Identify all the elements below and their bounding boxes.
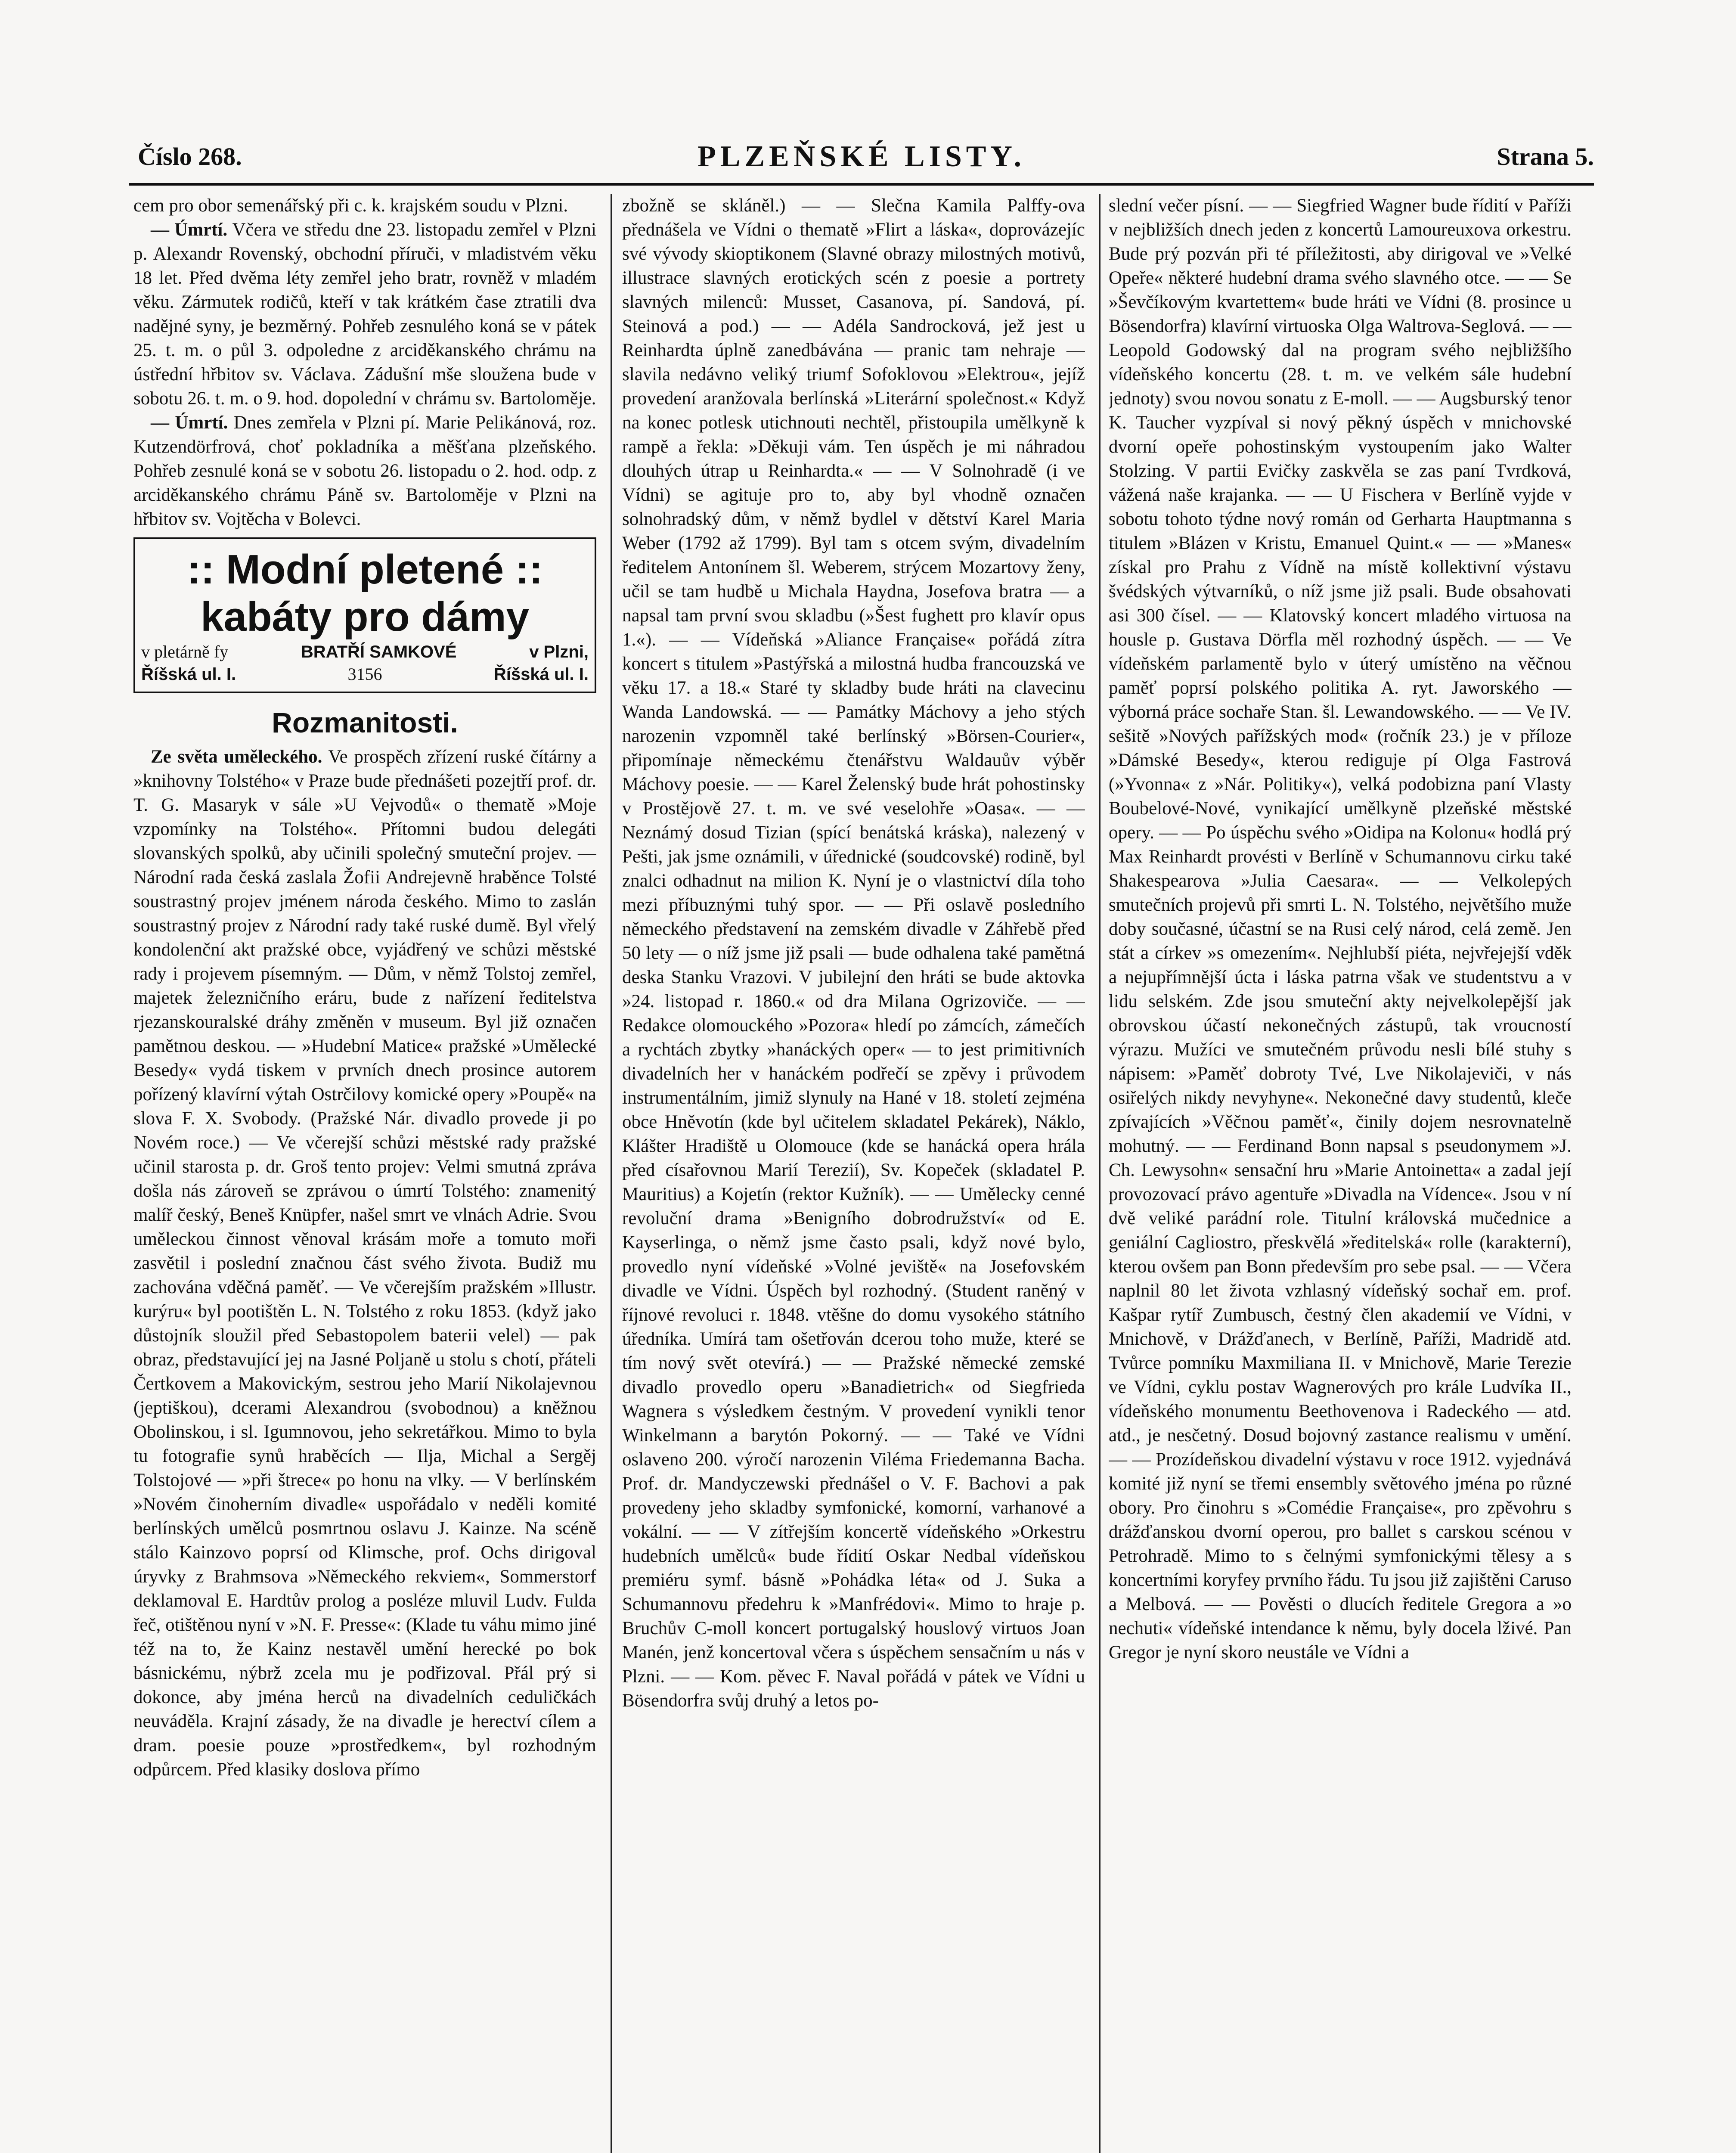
column-1	[133, 194, 596, 2153]
ad-text: v pletárně fy	[141, 642, 229, 661]
article-continued	[1109, 194, 1572, 1665]
newspaper-title: PLZEŇSKÉ LISTY.	[697, 140, 1026, 173]
notice-label: — Úmrtí.	[151, 220, 228, 240]
death-notice	[133, 218, 596, 411]
column-2	[622, 194, 1085, 2153]
column-3	[1109, 194, 1572, 2153]
page-number: Strana 5.	[1497, 143, 1594, 171]
article-text: Ve prospěch zřízení ruské čítárny a »knihovny Tolstého« v Praze bude přednášeti pozejtří prof. dr. T. G. Masaryk v sále »U Vejvodů« o thematě »Moje vzpomínky na Tolstého«. Přítomni budou delegáti slovanských spolků, aby učinili společný smuteční projev. — Národní rada česká zaslala Žofii Andrejevně hraběnce Tolsté soustrastný projev jménem národa českého. Mimo to zaslán soustrastný projev z Národní rady také ruské dumě. Byl vřelý kondolenční akt pražské obce, vyjádřený ve schůzi městské rady i projevem písemným. — Dům, v němž Tolstoj zemřel, majetek železničního eráru, bude z nařízení ředitelstva rjezanskouralské dráhy změněn v museum. Byl již označen pamětnou deskou. — »Hudební Matice« pražské »Umělecké Besedy« vydá tiskem v prvních dnech prosince autorem pořízený klavírní výtah Ostrčilovy komické opery »Poupě« na slova F. X. Svobody. (Pražské Nár. divadlo provede ji po Novém roce.) — Ve včerejší schůzi městské rady pražské učinil starosta p. dr. Groš tento projev: Velmi smutná zpráva došla nás zároveň se zprávou o úmrtí Tolstého: znamenitý malíř český, Beneš Knüpfer, našel smrt ve vlnách Adrie. Svou uměleckou činnost věnoval krásám moře a tomuto moři zasvětil i poslední značnou část svého života. Budiž mu zachována vděčná paměť. — Ve včerejším pražském »Illustr. kurýru« byl pootištěn L. N. Tolstého z roku 1853. (když jako důstojník sloužil před Sebastopolem baterii velel) — pak obraz, představující jej na Jasné Poljaně u stolu s chotí, přáteli Čertkovem a Makovickým, sestrou jeho Marií Nikolajevnou (jeptiškou), dcerami Alexandrou (svobodnou) a kněžnou Obolinskou, i sl. Igumnovou, jeho sekretářkou. Mimo to byla tu fotografie synů hraběcích — Ilja, Michal a Sergěj Tolstojové — »při štrece« po honu na vlky. — V berlínském »Novém činoherním divadle« uspořádalo v neděli komité berlínských umělců posmrtnou oslavu J. Kainze. Na scéně stálo Kainzovo poprsí od Klimsche, prof. Ochs dirigoval úryvky z Brahmsova »Německého rekviem«, Sommerstorf deklamoval E. Hardtův prolog a posléze mluvil Ludv. Fulda řeč, otištěnou nyní v »N. F. Presse«: (Klade tu váhu mimo jiné též na to, že Kainz nestavěl umění herecké po bok básnickému, nýbrž zcela mu je podřizoval. Přál prý si dokonce, aby jména herců na divadelních ceduličkách neuváděla. Krajní zásady, že na divadle je herectví cílem a dram. poesie pouze »prostředkem«, byl rozhodným odpůrcem. Před klasiky doslova přímo	[133, 747, 596, 1780]
ad-city: v Plzni,	[529, 642, 589, 661]
column-divider	[611, 194, 612, 2153]
article-text: slední večer písní. — — Siegfried Wagner bude řídití v Paříži v nejbližších dnech jeden z koncertů Lamoureuxova orkestru. Bude prý pozván při té příležitosti, aby dirigoval ve »Velké Opeře« některé hudební drama svého slavného otce. — — Se »Ševčíkovým kvartettem« bude hráti ve Vídni (8. prosince u Bösendorfra) klavírní virtuoska Olga Waltrova-Seglová. — — Leopold Godowský dal na program svého nejbližšího vídeňského koncertu (28. t. m. ve velkém sále hudební jednoty) svou novou sonatu z E-moll. — — Augsburský tenor K. Taucher vyzpíval si nový pěkný úspěch v mnichovské dvorní opeře pohostinským vystoupením jako Walter Stolzing. V partii Evičky zaskvěla se zas paní Tvrdková, vážená naše krajanka. — — U Fischera v Berlíně vyjde v sobotu tohoto týdne nový román od Gerharta Hauptmanna s titulem »Blázen v Kristu, Emanuel Quint.« — — »Manes« získal pro Prahu z Vídně na místě kollektivní výstavu švédských výtvarníků, o níž jsme již psali. Bude obsahovati asi 300 čísel. — — Klatovský koncert mladého virtuosa na housle p. Gustava Dörfla měl rozhodný úspěch. — — Ve vídeňském parlamentě bylo v úterý umístěno na věčnou paměť poprsí polského politika A. ryt. Jaworského — výborná práce sochaře Stan. šl. Lewandowského. — — Ve IV. sešitě »Nových pařížských mod« (ročník 23.) je v příloze »Dámské Besedy«, kterou rediguje pí Olga Fastrová (»Yvonna« z »Nár. Politiky«), velká podobizna paní Vlasty Boubelové-Nové, vynikající umělkyně plzeňské městské opery. — — Po úspěchu svého »Oidipa na Kolonu« hodlá prý Max Reinhardt provésti v Berlíně v Schumannovu cirku také Shakespearova »Julia Caesara«. — — Velkolepých smutečních projevů při smrti L. N. Tolstého, největšího muže doby současné, účastní se na Rusi celý národ, celá země. Jen stát a církev »s omezením«. Nejhlubší piéta, nejvřejejší vděk a nejupřímnější úcta i láska patrna však ve studentstvu a v lidu selském. Zde jsou smuteční akty nejvelkolepější jak obrovskou účastí nekonečných zástupů, tak vroucností výrazu. Mužíci ve smutečném průvodu nesli bílé stuhy s nápisem: »Paměť dobroty Tvé, Lve Nikolajeviči, v nás osiřelých nikdy nevyhyne«. Nekonečné davy studentů, kleče zpívajících »Věčnou paměť«, činily dojem nesrovnatelně mohutný. — — Ferdinand Bonn napsal s pseudonymem »J. Ch. Lewysohn« sensační hru »Marie Antoinetta« a zadal její provozovací právo agentuře »Divadla na Vídence«. Jsou v ní dvě veliké parádní role. Titulní královská mučednice a geniální Cagliostro, přeskvělá »ředitelská« rolle (karakterní), kterou ovšem pan Bonn především pro sebe psal. — — Včera naplnil 80 let života vzhlasný vídeňský sochař em. prof. Kašpar rytíř Zumbusch, čestný člen akademií ve Vídni, v Mnichově, v Drážďanech, v Berlíně, Paříži, Madridě atd. Tvůrce pomníku Maxmiliana II. v Mnichově, Marie Terezie ve Vídni, cyklu postav Wagnerových pro krále Ludvíka II., vídeňského monumentu Beethovenova i Radeckého — atd. atd., je nesčetný. Dosud bojovný zastance realismu v umění. — — Prozídeňskou divadelní výstavu v roce 1912. vyjednává komité již nyní se třemi ensembly světového jména po různé obory. Pro činohru s »Comédie Française«, pro zpěvohru s drážďanskou dvorní operou, pro ballet s carskou scénou v Petrohradě. Mimo to s čelnými symfonickými tělesy a s koncertními koryfey prvního řádu. Tu jsou již zajištěni Caruso a Melbová. — — Pověsti o dlucích ředitele Gregora a »o nechuti« vídeňské intendance k němu, byly docela lživé. Pan Gregor je nyní skoro neustále ve Vídni a	[1109, 195, 1572, 1663]
advertisement	[133, 537, 596, 693]
ad-headline: :: Modní pletené ::	[187, 546, 543, 593]
article-text: zbožně se skláněl.) — — Slečna Kamila Palffy-ova přednášela ve Vídni o thematě »Flirt a láska«, doprovázejíc své vývody skioptikonem (Slavné obrazy milostných motivů, illustrace slavných erotických scén z poesie a portrety slavných milenců: Musset, Casanova, pí. Sandová, pí. Steinová a pod.) — — Adéla Sandrocková, jež jest u Reinhardta úplně zanedbávána — pranic tam nehraje — slavila nedávno veliký triumf Sofoklovou »Elektrou«, jejíž provedení aranžovala berlínská »Literární společnost.« Když na konec potlesk utichnouti nechtěl, přistoupila umělkyně k rampě a řekla: »Děkuji vám. Ten úspěch je mi náhradou dlouhých útrap u Reinhardta.« — — V Solnohradě (i ve Vídni) se agituje pro to, aby byl vhodně označen solnohradský dům, v němž bydlel v dětství Karel Maria Weber (1792 až 1799). Byl tam s otcem svým, divadelním ředitelem Antonínem šl. Weberem, strýcem Mozartovy ženy, učil se tam hudbě u Michala Haydna, Josefova bratra — a napsal tam první svou skladbu (»Šest fughett pro klavír opus 1.«). — — Vídeňská »Aliance Française« pořádá zítra koncert s titulem »Pastýřská a milostná hudba francouzská ve věku 17. a 18.« Staré ty skladby bude hráti na clavecinu Wanda Landowská. — — Památky Máchovy a jeho stých narozenin vzpomněl také berlínský »Börsen-Courier«, připomínaje německému čtenářstvu Waldauův výběr Máchovy poesie. — — Karel Želenský bude hrát pohostinsky v Prostějově 27. t. m. ve své veselohře »Oasa«. — — Neznámý dosud Tizian (spící benátská kráska), nalezený v Pešti, jak jsme oznámili, v úřednické (soudcovské) rodině, byl znalci odhadnut na milion K. Nyní je o vlastnictví díla toho mezi příbuznými tuhý spor. — — Při oslavě posledního německého představení na zemském divadle v Záhřebě před 50 lety — o níž jsme již psali — bude odhalena také pamětná deska Stanku Vrazovi. V jubilejní den hráti se bude aktovka »24. listopad r. 1860.« od dra Milana Ogrizoviče. — — Redakce olomouckého »Pozora« hledí po zámcích, zámečích a rychtách zbytky »hanáckých oper« — to jest primitivních divadelních her v hanáckém podřečí se zpěvy i průvodem instrumentálním, jimiž slynuly na Hané v 18. století zejména obce Hněvotín (kde byl učitelem skladatel Pekárek), Náklo, Klášter Hradiště u Olomouce (kde se hanácká opera hrála před císařovnou Marií Terezií), Sv. Kopeček (skladatel P. Mauritius) a Kojetín (rektor Kužník). — — Umělecky cenné revoluční drama »Benigního dobrodružství« od E. Kayserlinga, o němž jsme často psali, když nové bylo, provedlo nyní vídeňské »Volné jeviště« na Josefovském divadle ve Vídni. Úspěch byl rozhodný. (Student raněný v říjnové revoluci r. 1848. vtěšne do domu vysokého státního úředníka. Umírá tam ošetřován dcerou toho muže, které se tím nový svět otevírá.) — — Pražské německé zemské divadlo provedlo operu »Banadietrich« od Siegfrieda Wagnera s výsledkem čestným. V provedení vynikli tenor Winkelmann a barytón Pokorný. — — Také ve Vídni oslaveno 200. výročí narozenin Viléma Friedemanna Bacha. Prof. dr. Mandyczewski přednášel o V. F. Bachovi a pak provedeny jeho skladby symfonické, komorní, varhanové a vokální. — — V zítřejším koncertě vídeňského »Orkestru hudebních umělců« bude řídití Oskar Nedbal vídeňskou premiéru symf. básně »Pohádka léta« od J. Suka a Schumannovu předehru k »Manfrédovi«. Mimo to hraje p. Bruchův C-moll koncert portugalský houslový virtuos Joan Manén, jenž koncertoval včera s úspěchem sensačním u nás v Plzni. — — Kom. pěvec F. Naval pořádá v pátek ve Vídni u Bösendorfra svůj druhý a letos po-	[622, 195, 1085, 1711]
ad-headline: kabáty pro dámy	[201, 594, 529, 640]
notice-text: Dnes zemřela v Plzni pí. Marie Pelikánová, roz. Kutzendörfrová, choť pokladníka a měšťana plzeňského. Pohřeb zesnulé koná se v sobotu 26. listopadu o 2. hod. odp. z arciděkanského chrámu Páně sv. Bartoloměje v Plzni na hřbitov sv. Vojtěcha v Bolevci.	[133, 413, 596, 529]
article-label: Ze světa uměleckého.	[151, 747, 322, 767]
section-title: Rozmanitosti.	[272, 707, 458, 738]
column-divider	[1099, 194, 1100, 2153]
ad-street: Říšská ul. I.	[493, 665, 589, 684]
page-header	[129, 142, 1594, 177]
ad-address-line	[141, 641, 589, 663]
issue-number: Číslo 268.	[138, 143, 242, 171]
notice-text: Včera ve středu dne 23. listopadu zemřel v Plzni p. Alexandr Rovenský, obchodní příruči, v mladistvém věku 18 let. Před dvěma léty zemřel jeho bratr, rovněž v mladém věku. Zármutek rodičů, kteří v tak krátkém čase ztratili dva nadějné syny, je bezměrný. Pohřeb zesnulého koná se v pátek 25. t. m. o půl 3. odpoledne z arciděkanského chrámu na ústřední hřbitov sv. Václava. Zádušní mše sloužena bude v sobotu 26. t. m. o 9. hod. dopolední v chrámu sv. Bartoloměje.	[133, 220, 596, 409]
death-notice	[133, 411, 596, 531]
ad-company: BRATŘÍ SAMKOVÉ	[301, 642, 457, 661]
ad-address-line	[141, 663, 589, 686]
article-continued	[622, 194, 1085, 1713]
ad-street: Říšská ul. I.	[141, 665, 236, 684]
ad-number: 3156	[347, 664, 382, 684]
notice-label: — Úmrtí.	[151, 413, 228, 433]
paragraph-text: cem pro obor semenářský při c. k. krajském soudu v Plzni.	[133, 195, 568, 216]
article	[133, 745, 596, 1782]
header-rule	[129, 183, 1594, 186]
paragraph	[133, 194, 596, 218]
